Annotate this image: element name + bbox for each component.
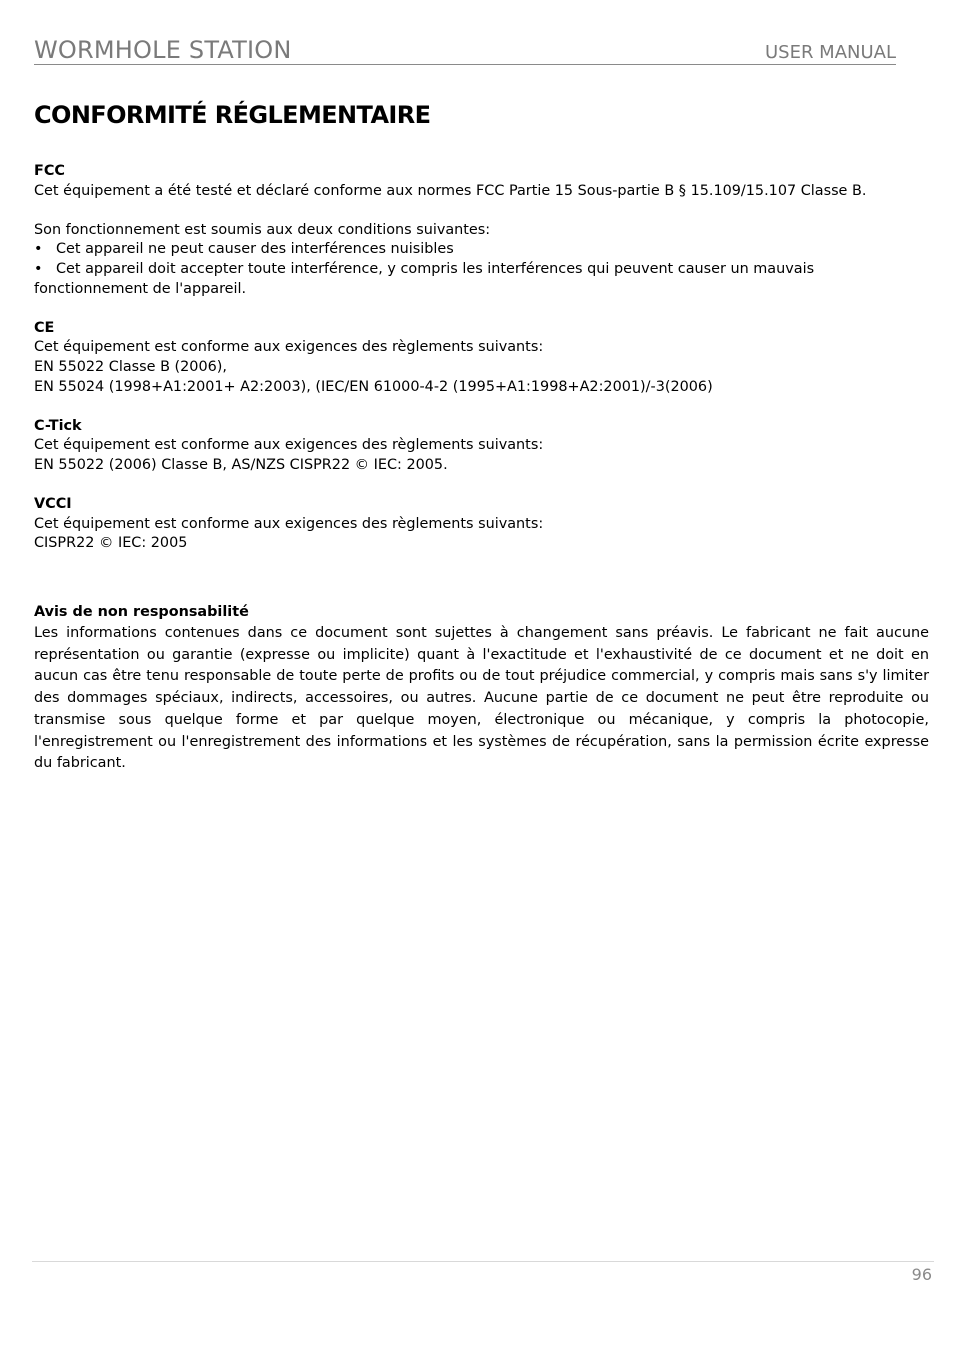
ctick-standard: EN 55022 (2006) Classe B, AS/NZS CISPR22 © IEC: 2005. [34,456,448,473]
fcc-condition-continuation: fonctionnement de l'appareil. [34,280,247,297]
fcc-conditions-intro: Son fonctionnement est soumis aux deux conditions suivantes: [34,221,491,238]
ce-standard: EN 55024 (1998+A1:2001+ A2:2003), (IEC/EN 61000-4-2 (1995+A1:1998+A2:2001)/-3(2006) [34,378,713,395]
disclaimer-text: Les informations contenues dans ce document sont sujettes à changement sans préavis. Le fabricant ne fait aucune représentation ou garantie (expresse ou implicite) quant à l'exactitude et l'exhaustivité de ce document et ne doit en aucun cas être tenu responsable de toute perte de profits ou de tout préjudice commercial, y compris mais sans s'y limiter des dommages spéciaux, indirects, accessoires, ou autres. Aucune partie de ce document ne peut être reproduite ou transmise sous quelque forme et par quelque moyen, électronique ou mécanique, y compris la photocopie, l'enregistrement ou l'enregistrement des informations et les systèmes de récupération, sans la permission écrite expresse du fabricant. [34,625,929,772]
fcc-condition-item [34,260,934,280]
fcc-condition-text: Cet appareil ne peut causer des interférences nuisibles [56,241,454,258]
ce-section-title: CE [34,319,55,336]
vcci-section [34,495,934,554]
disclaimer-title: Avis de non responsabilité [34,604,249,621]
ce-intro: Cet équipement est conforme aux exigences des règlements suivants: [34,339,544,356]
ctick-section [34,417,934,476]
document-subtitle: USER MANUAL [764,42,896,63]
page-content [34,162,934,775]
page-header [34,34,896,65]
fcc-section [34,162,934,299]
bullet-icon: • [34,260,43,277]
disclaimer-section [34,603,934,775]
fcc-condition-item [34,240,934,260]
bullet-icon: • [34,241,43,258]
fcc-compliance-statement: Cet équipement a été testé et déclaré conforme aux normes FCC Partie 15 Sous-partie B § 15.109/15.107 Classe B. [34,182,867,199]
page-title: CONFORMITÉ RÉGLEMENTAIRE [34,101,431,129]
document-title: WORMHOLE STATION [34,36,292,64]
footer-divider [32,1261,934,1262]
ctick-section-title: C-Tick [34,417,82,434]
ctick-intro: Cet équipement est conforme aux exigences des règlements suivants: [34,437,544,454]
fcc-condition-text: Cet appareil doit accepter toute interférence, y compris les interférences qui peuvent causer un mauvais [56,260,815,277]
page-number: 96 [911,1265,932,1284]
vcci-intro: Cet équipement est conforme aux exigences des règlements suivants: [34,515,544,532]
fcc-section-title: FCC [34,163,65,179]
vcci-section-title: VCCI [34,496,72,513]
ce-section [34,319,934,397]
vcci-standard: CISPR22 © IEC: 2005 [34,535,188,552]
ce-standard: EN 55022 Classe B (2006), [34,358,227,375]
